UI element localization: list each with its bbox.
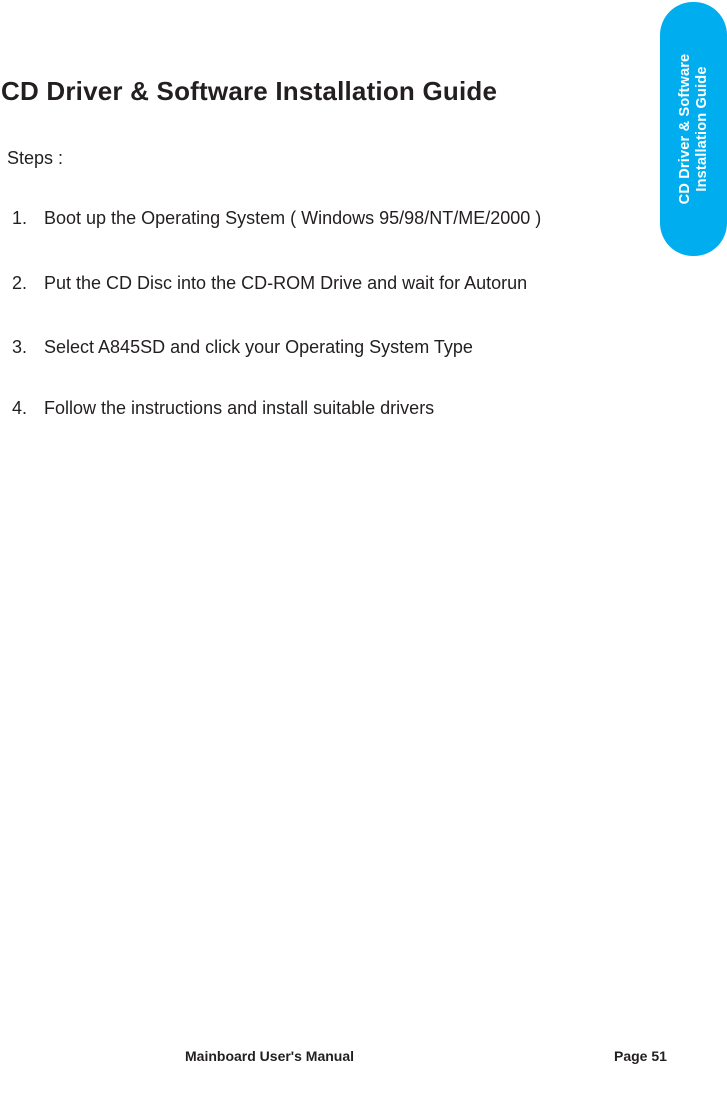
step-3: [12, 337, 473, 358]
step-number: 1.: [12, 208, 28, 228]
section-side-tab: [660, 2, 727, 256]
footer-page-number: Page 51: [614, 1048, 667, 1064]
step-text: Select A845SD and click your Operating System Type: [44, 337, 473, 357]
section-side-tab-label: [677, 54, 711, 205]
side-tab-line-2: Installation Guide: [693, 66, 710, 192]
step-number: 2.: [12, 273, 28, 293]
step-1: [12, 208, 541, 229]
side-tab-line-1: CD Driver & Software: [676, 53, 693, 205]
footer-manual-title: Mainboard User's Manual: [185, 1048, 355, 1064]
step-number: 4.: [12, 398, 28, 418]
step-4: [12, 398, 434, 419]
step-number: 3.: [12, 337, 28, 357]
step-text: Put the CD Disc into the CD-ROM Drive and wait for Autorun: [44, 273, 528, 293]
step-2: [12, 273, 527, 294]
page-title: CD Driver & Software Installation Guide: [1, 76, 498, 106]
steps-heading: Steps :: [7, 148, 64, 168]
step-text: Follow the instructions and install suitable drivers: [44, 398, 435, 418]
step-text: Boot up the Operating System ( Windows 95/98/NT/ME/2000 ): [44, 208, 542, 228]
